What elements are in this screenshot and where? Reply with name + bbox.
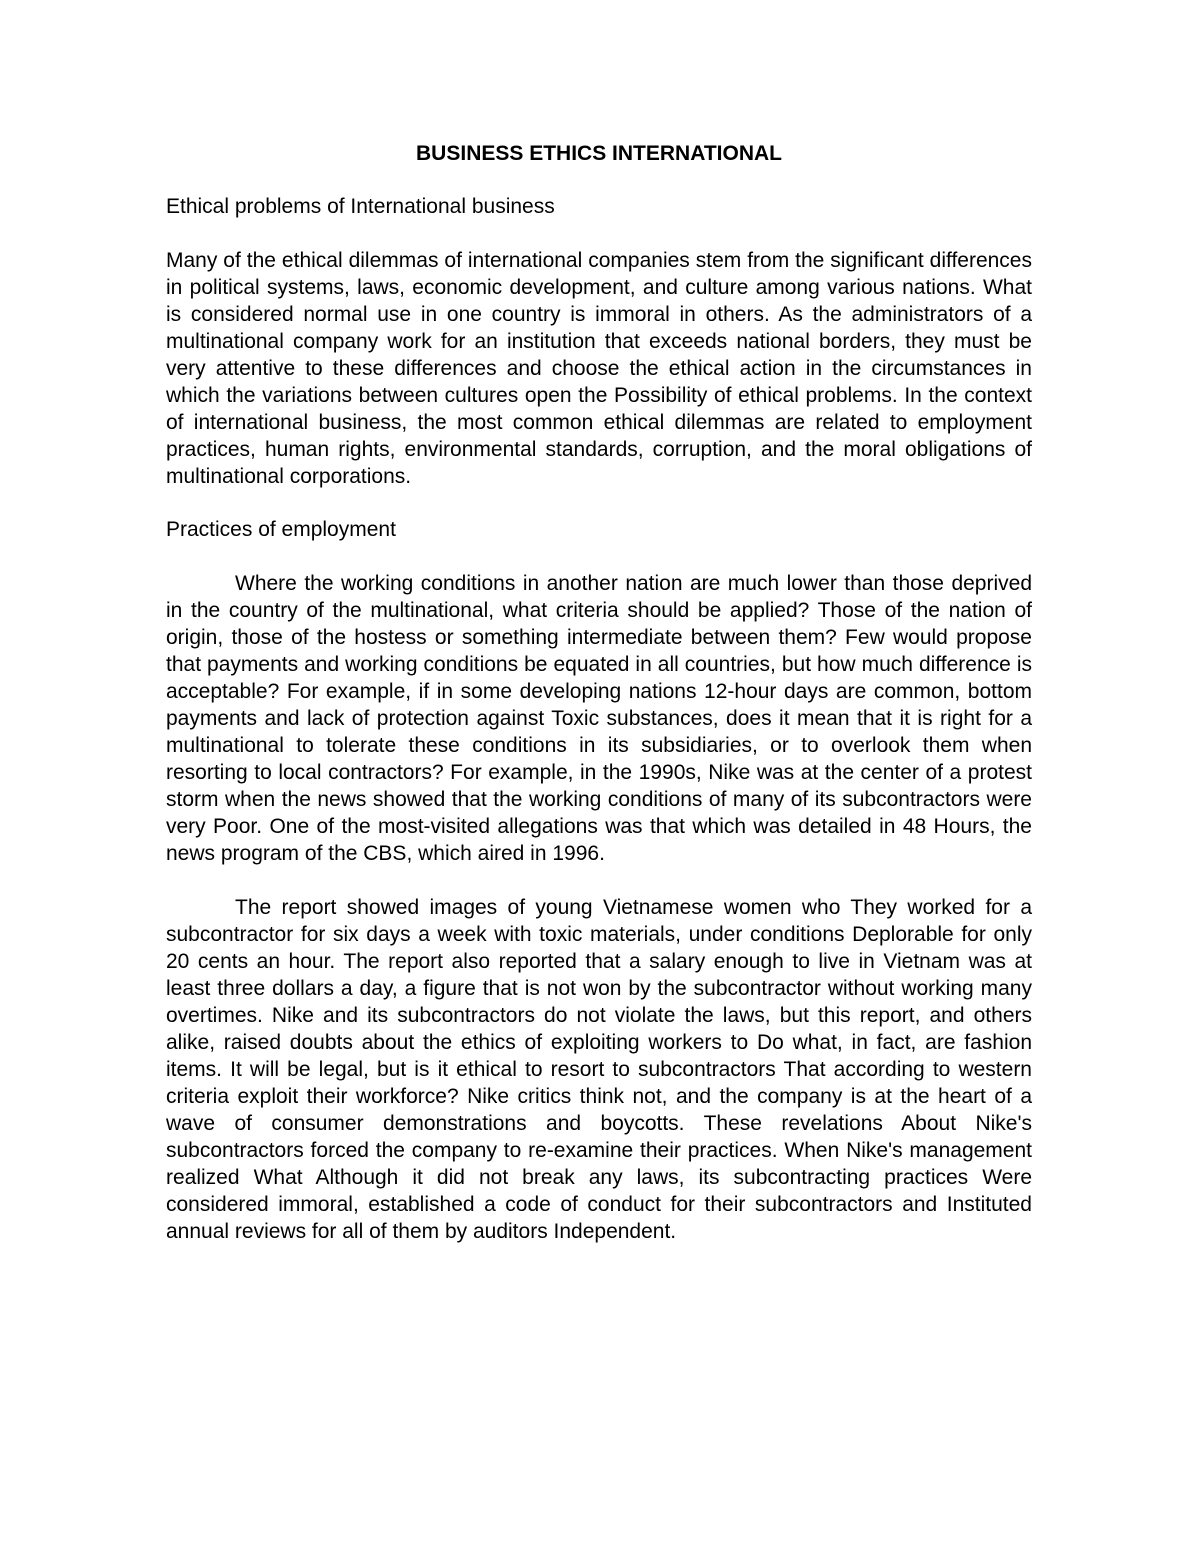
paragraph-working-conditions: Where the working conditions in another nation are much lower than those deprived in the country of the multinational, what criteria should be applied? Those of the nation of origin, those of the hostess or something intermediate between them? Few would propose that payments and working conditions be equated in all countries, but how much difference is acceptable? For example, if in some developing nations 12-hour days are common, bottom payments and lack of protection against Toxic substances, does it mean that it is right for a multinational to tolerate these conditions in its subsidiaries, or to overlook them when resorting to local contractors? For example, in the 1990s, Nike was at the center of a protest storm when the news showed that the working conditions of many of its subcontractors were very Poor. One of the most-visited allegations was that which was detailed in 48 Hours, the news program of the CBS, which aired in 1996. (166, 572, 1032, 865)
document-title: BUSINESS ETHICS INTERNATIONAL (416, 142, 782, 165)
paragraph-nike-report: The report showed images of young Vietnamese women who They worked for a subcontractor for six days a week with toxic materials, under conditions Deplorable for only 20 cents an hour. The report also reported that a salary enough to live in Vietnam was at least three dollars a day, a figure that is not won by the subcontractor without working many overtimes. Nike and its subcontractors do not violate the laws, but this report, and others alike, raised doubts about the ethics of exploiting workers to Do what, in fact, are fashion items. It will be legal, but is it ethical to resort to subcontractors That according to western criteria exploit their workforce? Nike critics think not, and the company is at the heart of a wave of consumer demonstrations and boycotts. These revelations About Nike's subcontractors forced the company to re-examine their practices. When Nike's management realized What Although it did not break any laws, its subcontracting practices Were considered immoral, established a code of conduct for their subcontractors and Instituted annual reviews for all of them by auditors Independent. (166, 896, 1032, 1243)
section-heading-employment: Practices of employment (166, 518, 396, 541)
paragraph-ethical-problems: Many of the ethical dilemmas of international companies stem from the significant differences in political systems, laws, economic development, and culture among various nations. What is considered normal use in one country is immoral in others. As the administrators of a multinational company work for an institution that exceeds national borders, they must be very attentive to these differences and choose the ethical action in the circumstances in which the variations between cultures open the Possibility of ethical problems. In the context of international business, the most common ethical dilemmas are related to employment practices, human rights, environmental standards, corruption, and the moral obligations of multinational corporations. (166, 249, 1032, 488)
document-page (166, 140, 1032, 1245)
section-heading-ethical-problems: Ethical problems of International business (166, 195, 555, 218)
